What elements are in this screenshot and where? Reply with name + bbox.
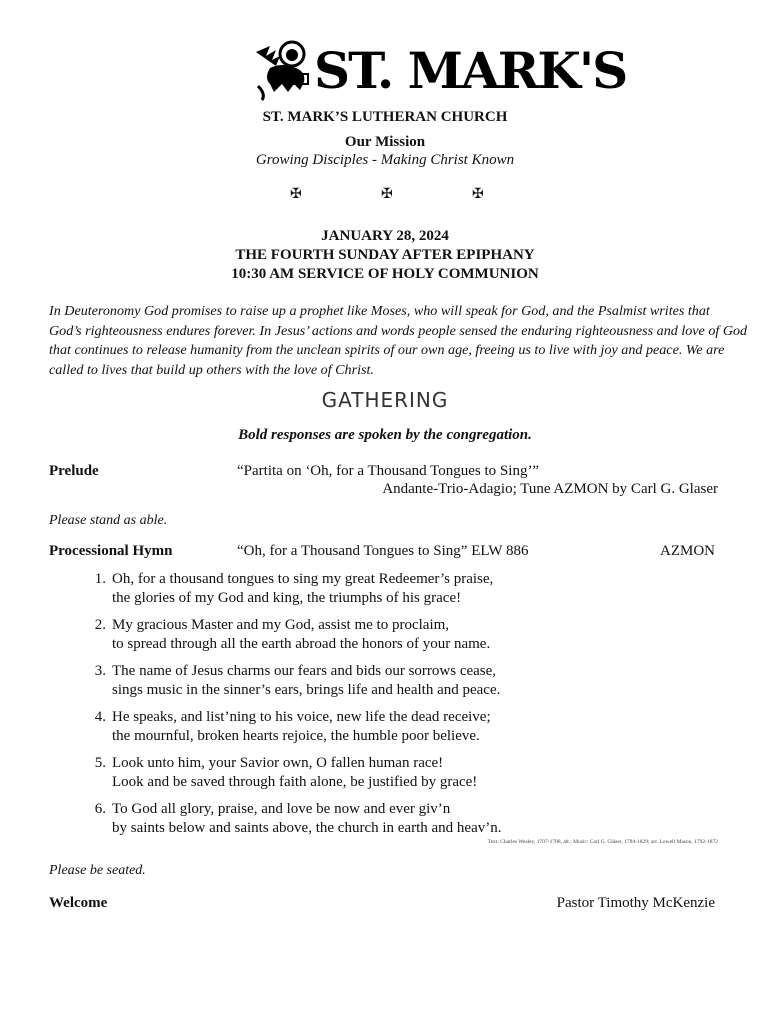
cross-icon: ✠	[381, 187, 393, 202]
hymn-verse	[66, 754, 716, 792]
church-logo	[252, 38, 627, 104]
intro-line: In Deuteronomy God promises to raise up a prophet like Moses, who will speak for God, and the Psalmist writes that	[49, 303, 710, 319]
verse-line: He speaks, and list’ning to his voice, new life the dead receive;	[112, 709, 491, 725]
church-name: ST. MARK’S LUTHERAN CHURCH	[262, 109, 508, 125]
verse-line: Oh, for a thousand tongues to sing my great Redeemer’s praise,	[112, 571, 494, 587]
welcome-label: Welcome	[49, 895, 108, 911]
welcome-leader: Pastor Timothy McKenzie	[556, 895, 715, 911]
prelude-details: Andante-Trio-Adagio; Tune AZMON by Carl G. Glaser	[382, 481, 718, 497]
processional-label: Processional Hymn	[49, 543, 173, 559]
hymn-verses	[66, 570, 716, 846]
verse-line: the glories of my God and king, the triumphs of his grace!	[112, 590, 462, 606]
liturgical-day: THE FOURTH SUNDAY AFTER EPIPHANY	[235, 247, 535, 263]
processional-title: “Oh, for a Thousand Tongues to Sing” ELW 886	[237, 543, 529, 559]
verse-number: 3.	[94, 663, 106, 679]
hymn-tune: AZMON	[660, 543, 715, 559]
hymn-verse	[66, 616, 716, 654]
verse-number: 1.	[94, 571, 106, 587]
verse-line: sings music in the sinner’s ears, brings life and health and peace.	[112, 682, 501, 698]
mission-statement: Growing Disciples - Making Christ Known	[255, 152, 515, 168]
verse-number: 6.	[94, 801, 106, 817]
verse-line: Look unto him, your Savior own, O fallen human race!	[112, 755, 444, 771]
mission-label: Our Mission	[344, 134, 426, 150]
intro-line: called to lives that build up others with the love of Christ.	[49, 361, 374, 378]
prelude-label: Prelude	[49, 463, 99, 479]
verse-line: To God all glory, praise, and love be now and ever giv’n	[112, 801, 451, 817]
verse-number: 4.	[94, 709, 106, 725]
verse-number: 5.	[94, 755, 106, 771]
congregation-instruction: Bold responses are spoken by the congregation.	[238, 427, 532, 443]
service-date: JANUARY 28, 2024	[321, 228, 449, 244]
hymn-verse	[66, 800, 716, 838]
verse-line: to spread through all the earth abroad the honors of your name.	[112, 636, 491, 652]
verse-number: 2.	[94, 617, 106, 633]
winged-lion-icon	[252, 38, 314, 104]
intro-line: God’s righteousness endures forever. In Jesus’ actions and words people sensed the enduring righteousness and love of God	[49, 322, 748, 339]
prelude-title: “Partita on ‘Oh, for a Thousand Tongues to Sing’”	[237, 463, 540, 479]
verse-line: the mournful, broken hearts rejoice, the humble poor believe.	[112, 728, 480, 744]
intro-line: that continues to release humanity from the unclean spirits of our own age, freeing us to live with joy and peace. We are	[49, 342, 725, 358]
hymn-credit: Text: Charles Wesley, 1707-1788, alt.; Music: Carl G. Gläser, 1784-1829; arr. Lowell Mason, 1792-1872	[487, 839, 718, 845]
stand-instruction: Please stand as able.	[49, 513, 168, 528]
seated-instruction: Please be seated.	[49, 863, 146, 878]
verse-line: My gracious Master and my God, assist me to proclaim,	[112, 617, 450, 633]
cross-icon: ✠	[472, 187, 484, 202]
logo-text: ST. MARK'S	[314, 41, 627, 100]
verse-line: Look and be saved through faith alone, be justified by grace!	[112, 774, 478, 790]
hymn-verse	[66, 708, 716, 746]
section-heading-gathering: GATHERING	[321, 388, 449, 412]
verse-line: by saints below and saints above, the church in earth and heav’n.	[112, 820, 502, 836]
cross-icon: ✠	[290, 187, 302, 202]
hymn-verse	[66, 570, 716, 608]
hymn-verse	[66, 662, 716, 700]
service-name: 10:30 AM SERVICE OF HOLY COMMUNION	[231, 266, 539, 282]
verse-line: The name of Jesus charms our fears and bids our sorrows cease,	[112, 663, 497, 679]
intro-paragraph	[49, 302, 748, 380]
